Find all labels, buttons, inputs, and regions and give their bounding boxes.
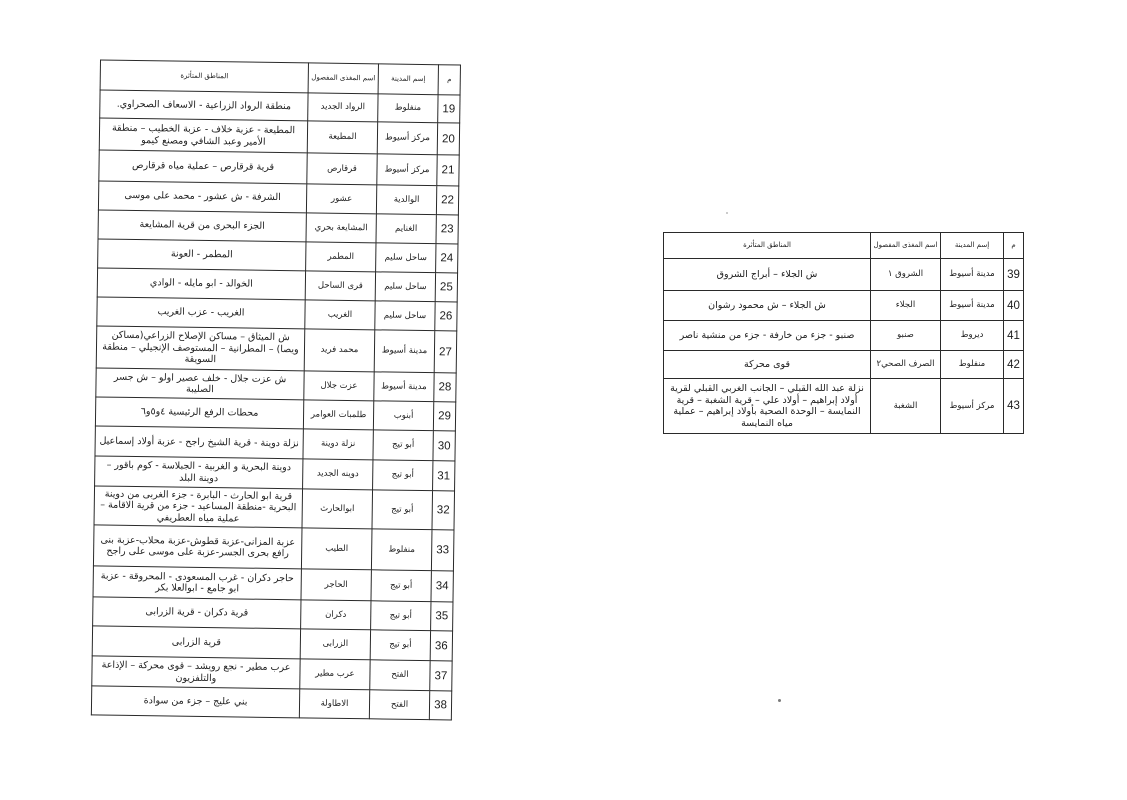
feeder-name: الطيب (301, 528, 372, 570)
table-row (664, 321, 1024, 351)
city-name: أبو تيج (371, 601, 431, 631)
affected-areas: قرية قرقارص – عملية مياه قرقارص (99, 150, 307, 184)
scan-speck (778, 699, 781, 702)
affected-areas: نزلة عبد الله القبلي – الجانب الغربي القبلي لقرية أولاد إبراهيم – أولاد علي – قرية الشغبة – قرية النمايسة – الوحدة الصحية بأولاد إبراهيم – عملية مياه النمايسة (664, 379, 871, 434)
header-feeder-name: اسم المغذى المفصول (308, 63, 378, 94)
city-name: أبو تيج (371, 570, 431, 602)
header-city-name: إسم المدينة (941, 233, 1004, 259)
header-affected-areas: المناطق المتأثرة (664, 233, 871, 259)
affected-areas: حاجر دكران - غرب المسعودى - المحروقة - عزبة ابو جامع - ابوالعلا بكر (93, 566, 301, 600)
affected-areas: صنبو - جزء من خارفة - جزء من منشية ناصر (664, 321, 871, 351)
feeder-name: نزلة دوينة (303, 429, 373, 460)
feeder-name: الجلاء (871, 291, 941, 321)
affected-areas: قرية دكران - قرية الزرابى (93, 597, 301, 629)
row-number: 36 (430, 631, 452, 661)
feeder-name: دكران (301, 600, 371, 630)
feeder-name: طلمبات العوامر (303, 400, 373, 430)
header-number: م (438, 65, 460, 95)
row-number: 39 (1004, 259, 1024, 291)
city-name: الفتح (369, 690, 429, 720)
city-name: مدينة أسيوط (941, 291, 1004, 321)
feeder-name: عشور (306, 184, 376, 214)
row-number: 34 (431, 571, 453, 602)
feeder-name: دوينه الجديد (303, 459, 373, 490)
row-number: 19 (438, 95, 460, 123)
city-name: ساحل سليم (376, 243, 436, 273)
city-name: مدينة أسيوط (374, 330, 435, 373)
affected-areas: دوينة البحرية و الغربية - الجبلاسة - كوم باقور – دوينة البلد (95, 456, 303, 489)
row-number: 29 (433, 402, 455, 431)
feeder-name: الشغبة (871, 379, 941, 434)
affected-areas-table-right (663, 232, 1024, 434)
feeder-name: عرب مطير (300, 659, 370, 690)
row-number: 37 (430, 661, 452, 691)
affected-areas: محطات الرفع الرئيسية ٤و٥و٦ (95, 397, 303, 429)
city-name: أبو تيج (373, 430, 433, 461)
city-name: الوالدية (376, 185, 436, 215)
table-row (93, 566, 453, 602)
row-number: 22 (436, 186, 458, 215)
affected-areas: الشرفة - ش عشور - محمد على موسى (98, 181, 306, 213)
row-number: 26 (435, 302, 457, 331)
header-feeder-name: اسم المغذى المفصول (871, 233, 941, 259)
table-row (664, 351, 1024, 379)
affected-areas: المطمر - العونة (98, 239, 306, 271)
row-number: 38 (429, 691, 451, 720)
scan-speck (726, 212, 728, 214)
city-name: مركز أسيوط (377, 154, 437, 186)
feeder-name: عزت جلال (304, 371, 374, 401)
table-row (94, 486, 455, 530)
city-name: منفلوط (371, 529, 432, 571)
table-header-row (664, 233, 1024, 259)
city-name: أبو تيج (372, 490, 433, 530)
feeder-name: المطيعة (307, 121, 377, 154)
affected-areas: ش الميثاق – مساكن الإصلاح الزراعي(مساكن ويصا) – المطرانية – المستوصف الإنجيلي – منطقة السويقة (96, 326, 305, 371)
city-name: أبو تيج (373, 460, 433, 491)
affected-areas: بني عليج – جزء من سوادة (91, 686, 299, 718)
city-name: مركز أسيوط (941, 379, 1004, 434)
city-name: منفلوط (941, 351, 1004, 379)
city-name: ساحل سليم (375, 272, 435, 302)
city-name: أبنوب (373, 401, 433, 431)
feeder-name: الشروق ١ (871, 259, 941, 291)
city-name: مدينة أسيوط (374, 372, 434, 402)
table-row (664, 259, 1024, 291)
feeder-name: محمد فريد (304, 329, 375, 372)
row-number: 35 (431, 602, 453, 631)
row-number: 41 (1004, 321, 1024, 351)
city-name: مركز أسيوط (377, 122, 437, 155)
table-row (99, 118, 459, 155)
affected-areas: عزبة المزانى-عزبة قطوش-عزبة محلاب-عزبة بنى رافع بحرى الجسر-عزبة على موسى على راجح (93, 525, 302, 569)
row-number: 24 (436, 244, 458, 273)
affected-areas: المطيعة - عزبة خلاف - عزبة الخطيب – منطقة الأمير وعبد الشافي ومصنع كيمو (99, 118, 307, 153)
row-number: 27 (434, 331, 457, 373)
table-row (664, 379, 1024, 434)
feeder-name: الاطاولة (299, 689, 369, 719)
affected-areas: الجزء البحرى من قرية المشايعة (98, 210, 306, 242)
affected-areas: نزلة دوينة - قرية الشيخ راجح - عزبة أولاد إسماعيل (95, 426, 303, 459)
row-number: 40 (1004, 291, 1024, 321)
row-number: 43 (1004, 379, 1024, 434)
city-name: ديروط (941, 321, 1004, 351)
feeder-name: صنبو (871, 321, 941, 351)
city-name: الفتح (370, 660, 430, 691)
feeder-name: الصرف الصحي٢ (871, 351, 941, 379)
city-name: مدينة أسيوط (941, 259, 1004, 291)
city-name: ساحل سليم (375, 301, 435, 331)
affected-areas: الخوالد - ابو مايله - الوادي (97, 268, 305, 300)
table-row (93, 525, 454, 571)
row-number: 32 (432, 491, 455, 530)
affected-areas: منطقة الرواد الزراعية - الاسعاف الصحراوي. (100, 90, 308, 121)
row-number: 25 (435, 273, 457, 302)
affected-areas: ش الجلاء – ش محمود رشوان (664, 291, 871, 321)
row-number: 28 (434, 373, 456, 402)
city-name: الغنايم (376, 214, 436, 244)
table-row (99, 150, 459, 186)
affected-areas: قرية الزرابى (92, 626, 300, 659)
row-number: 33 (431, 530, 454, 571)
feeder-name: المطمر (306, 242, 376, 272)
row-number: 42 (1004, 351, 1024, 379)
city-name: أبو تيج (370, 630, 430, 661)
feeder-name: الرواد الجديد (308, 93, 378, 122)
row-number: 20 (437, 123, 459, 155)
feeder-name: قرقارص (307, 153, 377, 185)
header-affected-areas: المناطق المتأثرة (100, 60, 308, 93)
affected-areas: الغريب - عزب الغريب (97, 297, 305, 329)
feeder-name: الغريب (305, 300, 375, 330)
feeder-name: الحاجر (301, 569, 371, 601)
city-name: منفلوط (378, 94, 438, 123)
feeder-name: ابوالحارث (302, 489, 373, 529)
feeder-name: قرى الساحل (305, 271, 375, 301)
affected-areas: قوى محركة (664, 351, 871, 379)
affected-areas: قرية ابو الحارث - البابرة - جزء الغربى من دوينة البحرية -منطقة المساعيد - جزء من قرية الاقامة – عملية مياه العطريفي (94, 486, 303, 528)
row-number: 30 (433, 431, 455, 461)
row-number: 31 (433, 461, 455, 491)
row-number: 23 (436, 215, 458, 244)
feeder-name: المشايعة بحري (306, 213, 376, 243)
affected-areas: ش عزت جلال - خلف عصير اولو – ش جسر الصليبة (96, 368, 304, 400)
affected-areas-table-left (91, 59, 461, 720)
table-row (91, 686, 451, 720)
feeder-name: الزرابى (300, 629, 370, 660)
table-row (96, 326, 457, 373)
header-number: م (1004, 233, 1024, 259)
affected-areas: ش الجلاء – أبراج الشروق (664, 259, 871, 291)
header-city-name: إسم المدينة (378, 64, 438, 95)
affected-areas: عرب مطير - نجع رويشد – قوى محركة – الإذاعة والتلفزيون (92, 656, 300, 689)
table-row (664, 291, 1024, 321)
row-number: 21 (437, 155, 459, 186)
